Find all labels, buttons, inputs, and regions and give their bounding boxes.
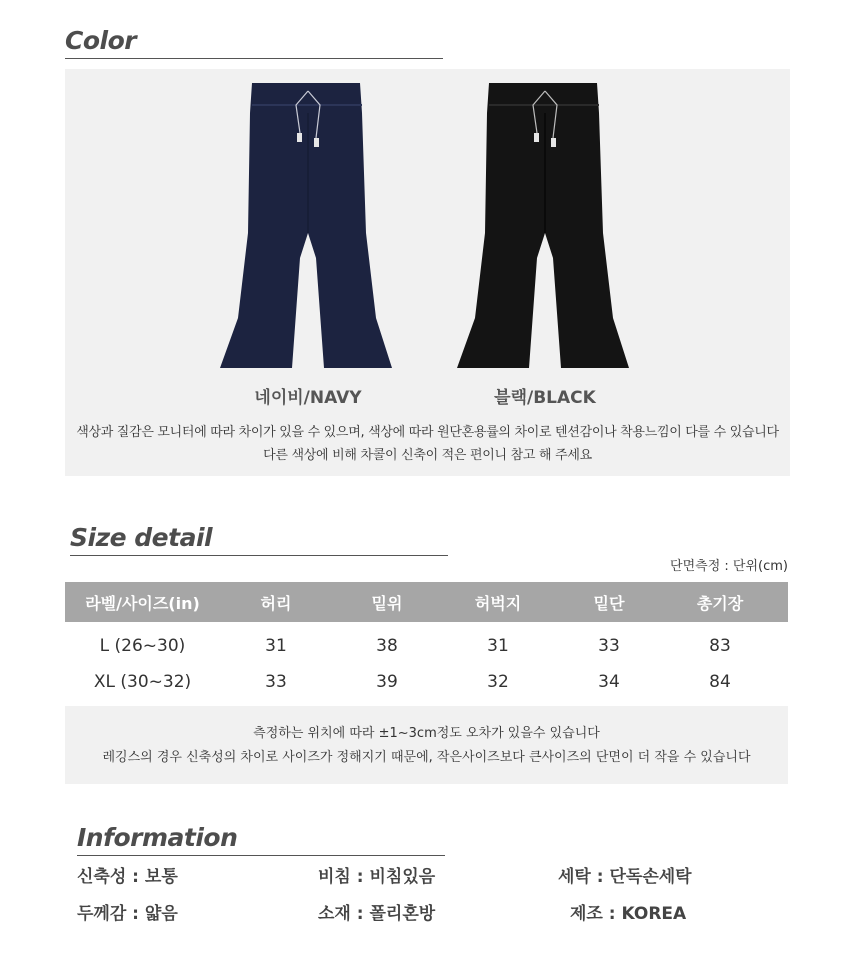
table-row [65, 664, 788, 700]
table-cell: 31 [265, 636, 287, 656]
table-cell: XL (30~32) [93, 672, 192, 692]
table-cell: 33 [598, 636, 620, 656]
table-cell: 38 [376, 636, 398, 656]
header-rise: 밑위 [371, 593, 403, 613]
table-cell: 39 [376, 672, 398, 692]
table-row [65, 628, 788, 664]
navy-pants-image [220, 83, 395, 373]
info-section-title: Information [77, 823, 238, 852]
info-thickness: 두께감 : 얇음 [77, 904, 178, 924]
header-length: 총기장 [696, 593, 744, 613]
size-note-2: 레깅스의 경우 신축성의 차이로 사이즈가 정해지기 때문에, 작은사이즈보다 큰사이즈의 단면이 더 작을 수 있습니다 [102, 750, 751, 765]
color-title-underline [65, 58, 443, 59]
header-thigh: 허벅지 [474, 593, 522, 613]
info-title-underline [77, 855, 445, 856]
header-label-size: 라벨/사이즈(in) [85, 593, 200, 613]
info-manufacture: 제조 : KOREA [570, 904, 687, 924]
color-section-title: Color [65, 26, 137, 55]
size-notes-panel [65, 706, 788, 784]
color-note-2: 다른 색상에 비해 차콜이 신축이 적은 편이니 참고 해 주세요 [263, 448, 592, 463]
size-table [65, 582, 788, 784]
table-cell: 33 [265, 672, 287, 692]
info-stretch: 신축성 : 보통 [77, 867, 178, 887]
unit-note: 단면측정 : 단위(cm) [670, 559, 788, 574]
info-sheerness: 비침 : 비침있음 [318, 867, 436, 887]
table-cell: 34 [598, 672, 620, 692]
table-cell: L (26~30) [99, 636, 186, 656]
size-table-body [65, 622, 788, 700]
info-washing: 세탁 : 단독손세탁 [558, 867, 692, 887]
size-title-underline [70, 555, 448, 556]
black-label: 블랙/BLACK [494, 388, 596, 408]
table-cell: 32 [487, 672, 509, 692]
color-note-1: 색상과 질감은 모니터에 따라 차이가 있을 수 있으며, 색상에 따라 원단혼용률의 차이로 텐션감이나 착용느낌이 다를 수 있습니다 [76, 425, 779, 440]
navy-label: 네이비/NAVY [254, 388, 362, 408]
table-cell: 84 [709, 672, 731, 692]
info-material: 소재 : 폴리혼방 [318, 904, 436, 924]
size-section-title: Size detail [70, 523, 213, 552]
header-hem: 밑단 [593, 593, 625, 613]
color-panel [65, 69, 790, 476]
size-note-1: 측정하는 위치에 따라 ±1~3cm정도 오차가 있을수 있습니다 [253, 726, 600, 741]
size-table-header [65, 582, 788, 622]
table-cell: 31 [487, 636, 509, 656]
table-cell: 83 [709, 636, 731, 656]
black-pants-image [457, 83, 632, 373]
header-waist: 허리 [260, 593, 292, 613]
